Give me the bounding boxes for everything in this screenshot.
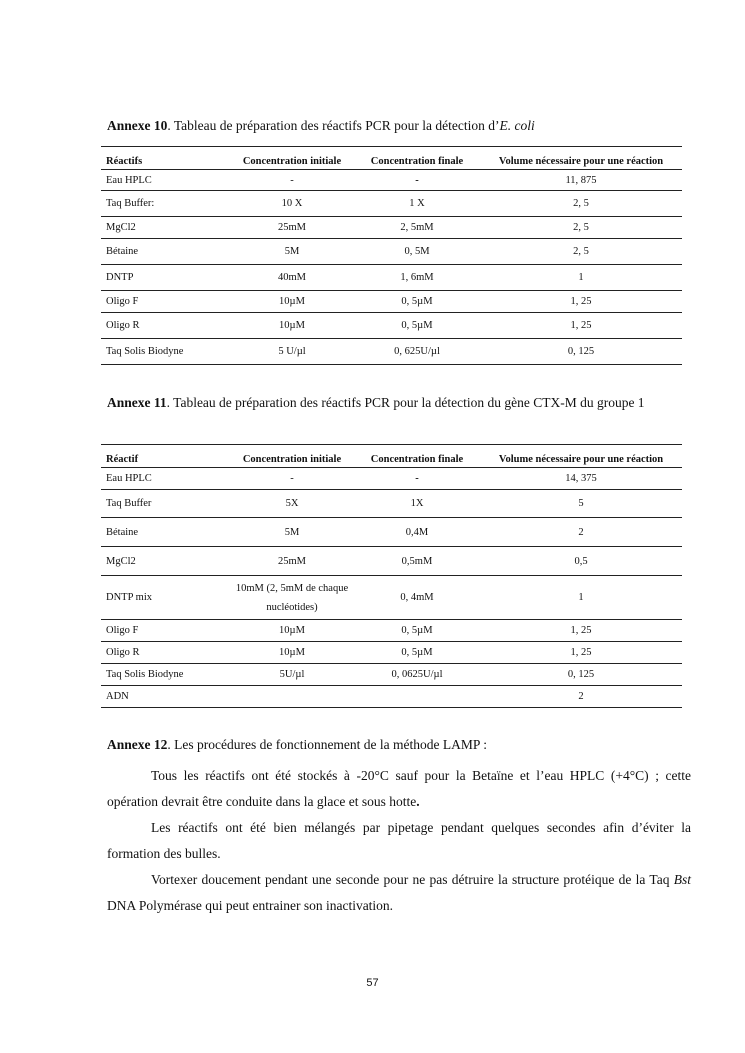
table-cell: MgCl2 bbox=[101, 217, 230, 239]
table-cell: Eau HPLC bbox=[101, 468, 230, 490]
column-header: Volume nécessaire pour une réaction bbox=[480, 445, 682, 468]
table-row bbox=[101, 265, 682, 291]
table-cell: Taq Solis Biodyne bbox=[101, 339, 230, 365]
table-cell: 1 X bbox=[354, 191, 480, 217]
table-row bbox=[101, 642, 682, 664]
annex-12-title: . Les procédures de fonctionnement de la méthode LAMP : bbox=[167, 737, 488, 752]
table-cell: DNTP bbox=[101, 265, 230, 291]
table-cell: Bétaine bbox=[101, 239, 230, 265]
paragraph-end: . bbox=[416, 794, 420, 809]
table-row bbox=[101, 291, 682, 313]
table-cell: 0,5mM bbox=[354, 547, 480, 576]
table-cell: 40mM bbox=[230, 265, 354, 291]
table-cell: 2 bbox=[480, 518, 682, 547]
column-header: Réactif bbox=[101, 445, 230, 468]
annex-12-label: Annexe 12 bbox=[107, 737, 168, 752]
table-cell: 25mM bbox=[230, 547, 354, 576]
column-header: Concentration initiale bbox=[230, 147, 354, 170]
table-cell: 0, 4mM bbox=[354, 576, 480, 620]
table-row bbox=[101, 313, 682, 339]
table-cell: 2, 5 bbox=[480, 191, 682, 217]
table-cell: 10µM bbox=[230, 313, 354, 339]
paragraph bbox=[107, 867, 691, 919]
table-cell: Taq Buffer bbox=[101, 490, 230, 518]
table-cell: 10 X bbox=[230, 191, 354, 217]
table-row bbox=[101, 490, 682, 518]
table-cell: Eau HPLC bbox=[101, 170, 230, 191]
table-cell: 5 U/µl bbox=[230, 339, 354, 365]
table-cell: 10mM (2, 5mM de chaque nucléotides) bbox=[230, 576, 354, 620]
table-cell: 14, 375 bbox=[480, 468, 682, 490]
annex-11-title: . Tableau de préparation des réactifs PCR pour la détection du gène CTX-M du groupe 1 bbox=[166, 395, 645, 410]
annex-10-title-italic: E. coli bbox=[499, 118, 535, 133]
paragraph-text-italic: Bst bbox=[673, 872, 691, 887]
table-row bbox=[101, 547, 682, 576]
table-cell: 0, 5µM bbox=[354, 620, 480, 642]
table-row bbox=[101, 339, 682, 365]
table-row bbox=[101, 239, 682, 265]
table-cell: MgCl2 bbox=[101, 547, 230, 576]
table-cell: Taq Solis Biodyne bbox=[101, 664, 230, 686]
table-row bbox=[101, 217, 682, 239]
table-cell: 1, 25 bbox=[480, 642, 682, 664]
column-header: Concentration finale bbox=[354, 445, 480, 468]
paragraph-text: Tous les réactifs ont été stockés à -20°C sauf pour la Betaïne et l’eau HPLC (+4°C) ; cette opération devrait être conduite dans la glace et sous hotte bbox=[107, 768, 691, 809]
paragraph bbox=[107, 815, 691, 867]
table-row bbox=[101, 686, 682, 708]
table-cell: Bétaine bbox=[101, 518, 230, 547]
annex-11-caption bbox=[107, 392, 691, 413]
column-header: Concentration initiale bbox=[230, 445, 354, 468]
table-cell: 0, 0625U/µl bbox=[354, 664, 480, 686]
table-cell: - bbox=[230, 170, 354, 191]
table-cell: Taq Buffer: bbox=[101, 191, 230, 217]
annex-12-caption bbox=[107, 734, 691, 755]
annex-10-label: Annexe 10 bbox=[107, 118, 168, 133]
table-cell: - bbox=[230, 468, 354, 490]
table-cell: 2, 5 bbox=[480, 239, 682, 265]
table-cell bbox=[354, 686, 480, 708]
table-cell: 2 bbox=[480, 686, 682, 708]
table-cell: 1 bbox=[480, 576, 682, 620]
paragraph-text-post: DNA Polymérase qui peut entrainer son inactivation. bbox=[107, 898, 394, 913]
paragraph bbox=[107, 763, 691, 815]
paragraph-text-pre: Vortexer doucement pendant une seconde pour ne pas détruire la structure protéique de la Taq bbox=[151, 872, 674, 887]
table-cell: 0, 5µM bbox=[354, 291, 480, 313]
table-cell: 1X bbox=[354, 490, 480, 518]
table-cell: 0, 5µM bbox=[354, 313, 480, 339]
column-header: Concentration finale bbox=[354, 147, 480, 170]
table-cell: 1 bbox=[480, 265, 682, 291]
column-header: Volume nécessaire pour une réaction bbox=[480, 147, 682, 170]
table-cell: Oligo F bbox=[101, 620, 230, 642]
annex-11-label: Annexe 11 bbox=[107, 395, 167, 410]
table-row bbox=[101, 620, 682, 642]
table-cell: 1, 25 bbox=[480, 313, 682, 339]
annex-10-caption bbox=[107, 115, 691, 136]
table-cell: Oligo R bbox=[101, 642, 230, 664]
table-cell: 5M bbox=[230, 518, 354, 547]
annex-10-title: . Tableau de préparation des réactifs PCR pour la détection d’ bbox=[167, 118, 500, 133]
table-row bbox=[101, 170, 682, 191]
table-cell: 0,5 bbox=[480, 547, 682, 576]
table-row bbox=[101, 518, 682, 547]
table-row bbox=[101, 664, 682, 686]
table-cell: 11, 875 bbox=[480, 170, 682, 191]
table-cell: 0, 625U/µl bbox=[354, 339, 480, 365]
table-cell: 2, 5mM bbox=[354, 217, 480, 239]
table-cell: ADN bbox=[101, 686, 230, 708]
table-cell: 5M bbox=[230, 239, 354, 265]
table-cell: - bbox=[354, 170, 480, 191]
table-cell: 0, 125 bbox=[480, 339, 682, 365]
table-header-row bbox=[101, 147, 682, 170]
table-cell: 0, 5M bbox=[354, 239, 480, 265]
table-cell: 2, 5 bbox=[480, 217, 682, 239]
table-cell: 1, 6mM bbox=[354, 265, 480, 291]
table-cell: - bbox=[354, 468, 480, 490]
table-row bbox=[101, 191, 682, 217]
table-cell: 10µM bbox=[230, 620, 354, 642]
table-cell: 25mM bbox=[230, 217, 354, 239]
table-cell bbox=[230, 686, 354, 708]
table-cell: 1, 25 bbox=[480, 620, 682, 642]
page-number: 57 bbox=[366, 977, 379, 989]
table-row bbox=[101, 576, 682, 620]
column-header: Réactifs bbox=[101, 147, 230, 170]
table-cell: 0, 5µM bbox=[354, 642, 480, 664]
paragraph-text: Les réactifs ont été bien mélangés par pipetage pendant quelques secondes afin d’éviter la formation des bulles. bbox=[107, 820, 691, 861]
table-cell: 10µM bbox=[230, 291, 354, 313]
table-row bbox=[101, 468, 682, 490]
table-cell: 1, 25 bbox=[480, 291, 682, 313]
table-cell: 5X bbox=[230, 490, 354, 518]
annex-11-table bbox=[101, 444, 682, 708]
table-cell: Oligo R bbox=[101, 313, 230, 339]
table-cell: 0, 125 bbox=[480, 664, 682, 686]
table-cell: 5 bbox=[480, 490, 682, 518]
table-cell: Oligo F bbox=[101, 291, 230, 313]
table-cell: 0,4M bbox=[354, 518, 480, 547]
table-cell: DNTP mix bbox=[101, 576, 230, 620]
table-cell: 10µM bbox=[230, 642, 354, 664]
table-header-row bbox=[101, 445, 682, 468]
annex-10-table bbox=[101, 146, 682, 365]
table-cell: 5U/µl bbox=[230, 664, 354, 686]
